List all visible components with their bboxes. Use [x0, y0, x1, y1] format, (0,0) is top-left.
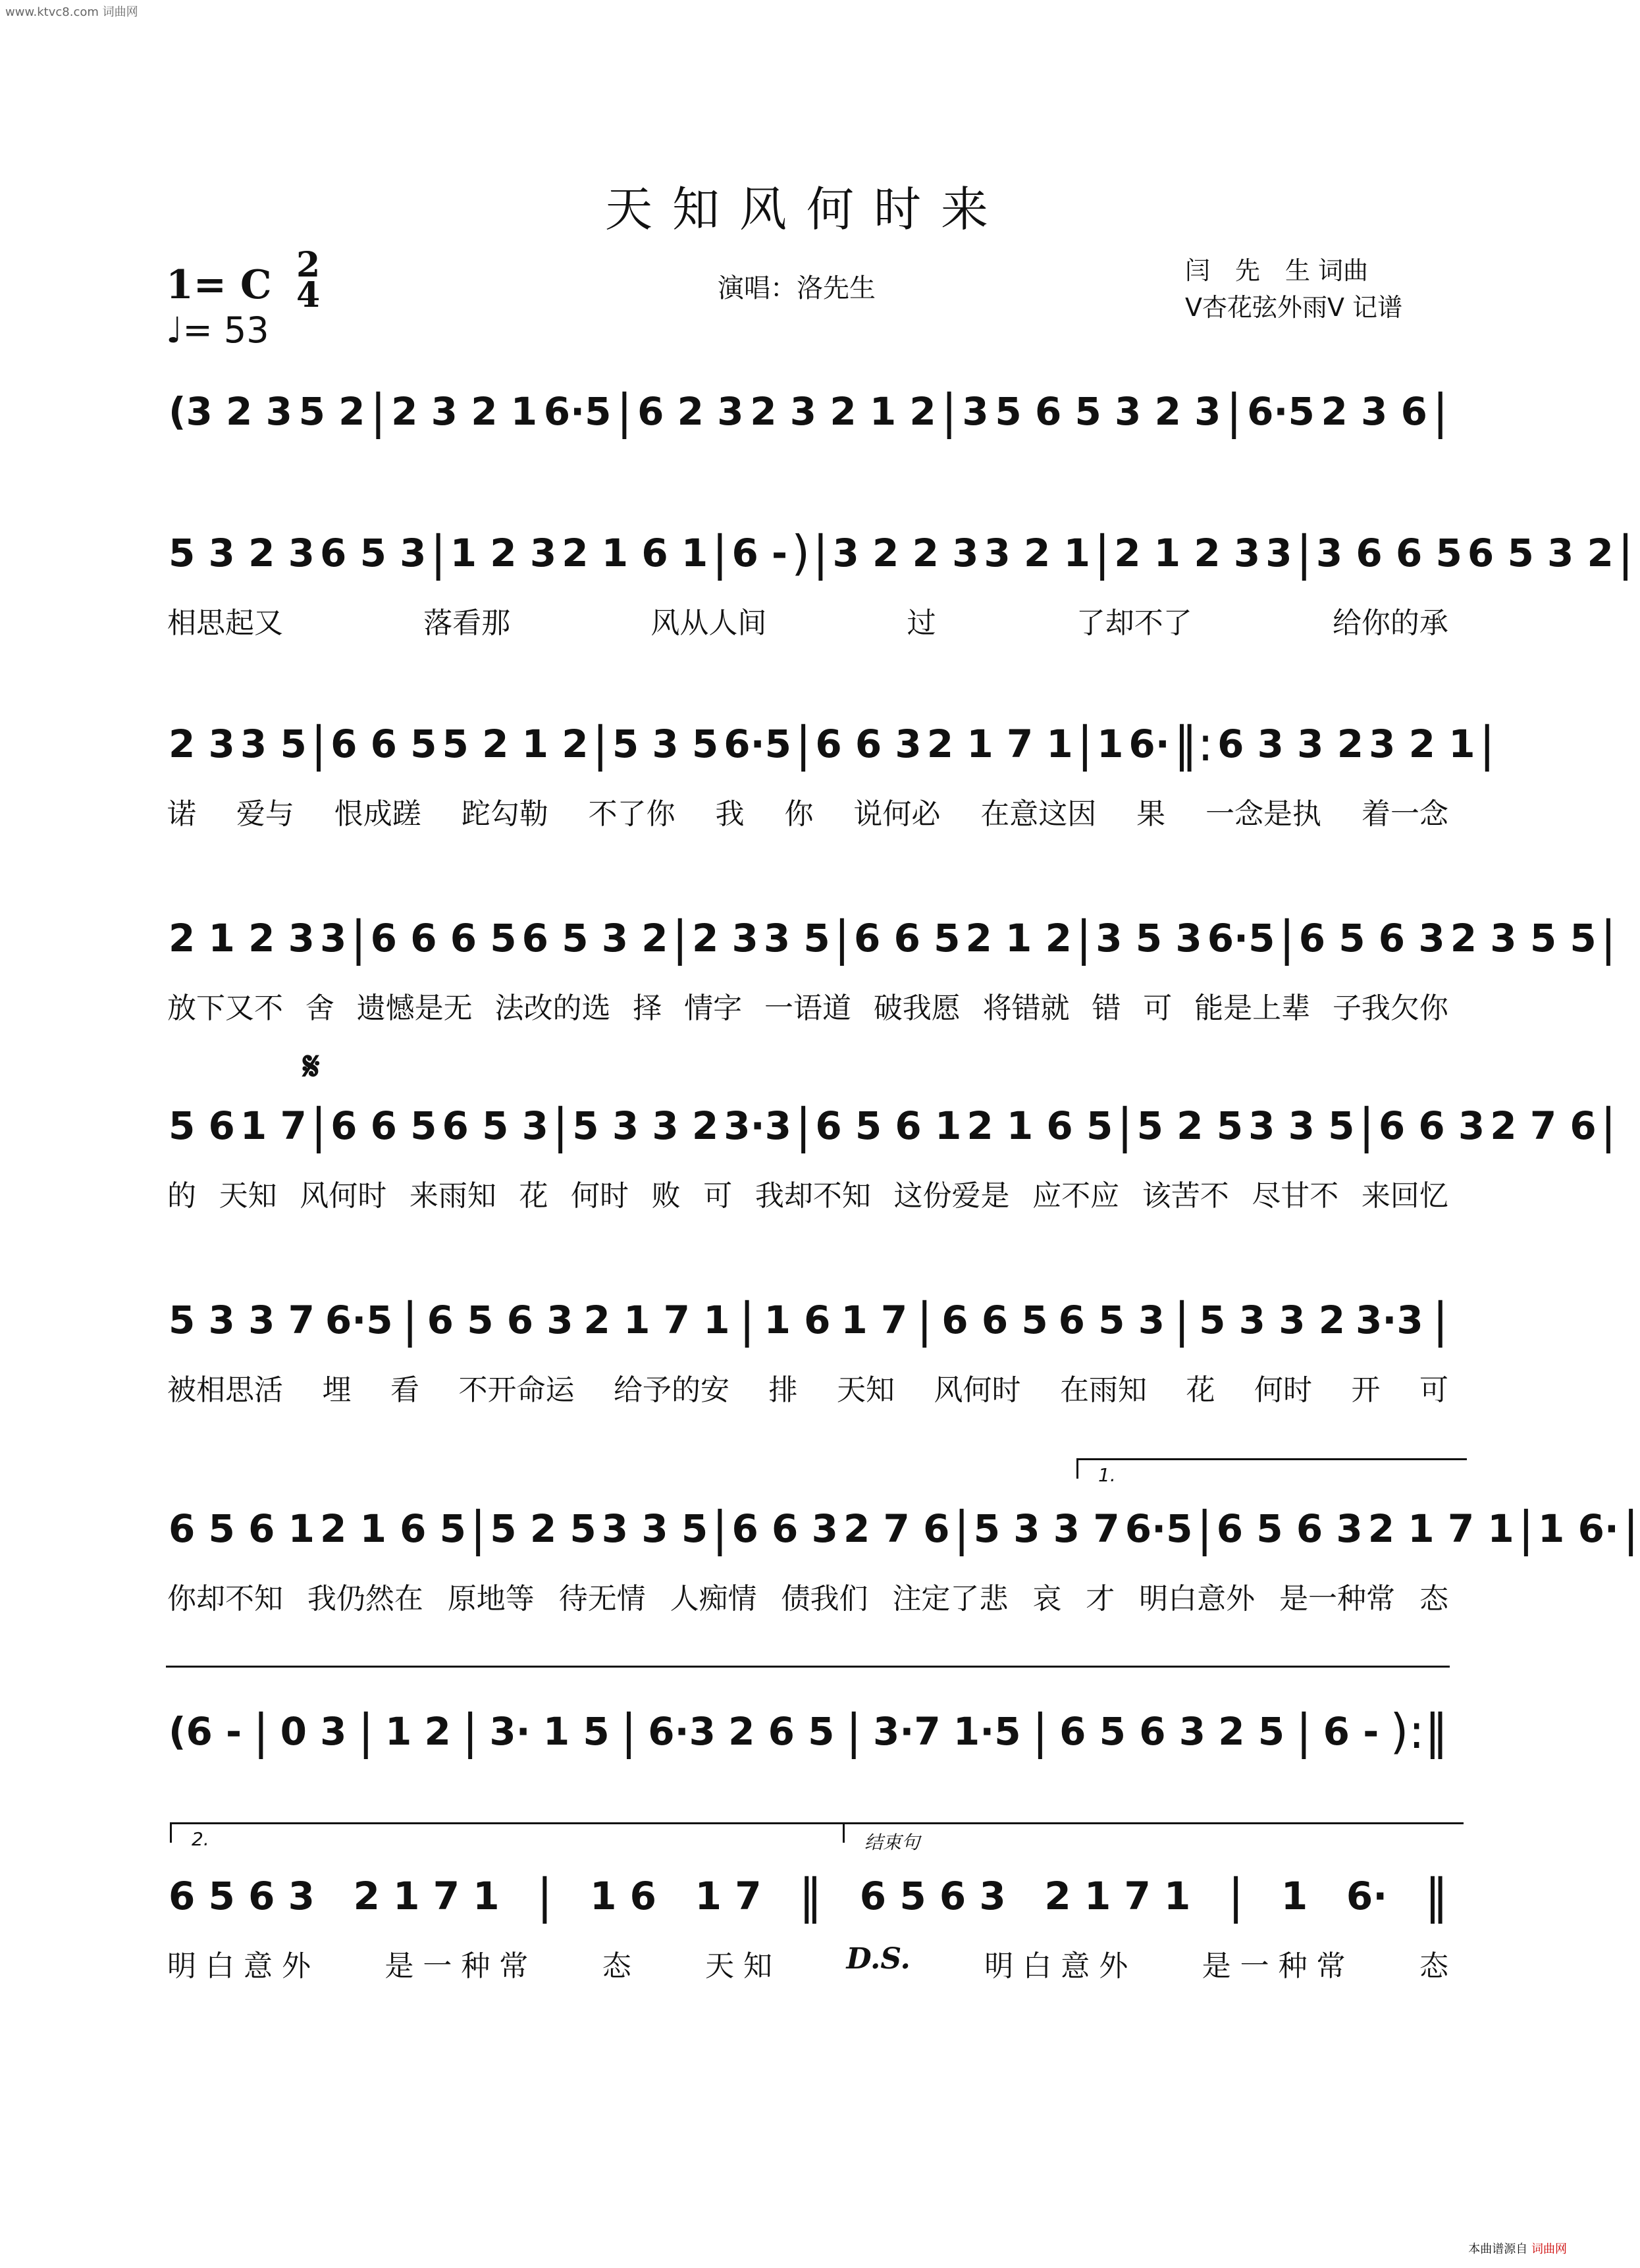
note-group: 5 2 5	[490, 1506, 596, 1551]
note-group: 6 6 5	[941, 1298, 1048, 1342]
barline: |	[795, 1098, 812, 1153]
note-group: (6 -	[169, 1709, 242, 1754]
barline: |	[470, 1501, 487, 1556]
lyric-word: 注定了悲	[892, 1582, 1009, 1616]
lyric-word: 诺	[167, 797, 196, 831]
barline: |	[430, 525, 446, 581]
barline: ‖	[1424, 1868, 1448, 1924]
song-title: 天知风何时来	[604, 182, 1008, 237]
note-group: 5 3 5	[612, 722, 719, 766]
note-group: 2 1 6 1	[562, 531, 708, 575]
barline: |	[941, 384, 957, 439]
lyric-word: 才	[1086, 1582, 1115, 1616]
barline: |	[1117, 1098, 1133, 1153]
lyric-word: 排	[768, 1373, 798, 1407]
barline: |	[1196, 1501, 1213, 1556]
time-signature	[296, 245, 321, 315]
dal-segno-mark: D.S.	[846, 1942, 911, 1976]
lyric-word: 是 一 种 常	[1202, 1949, 1346, 1983]
barline: |	[350, 910, 367, 966]
note-group: 6·	[1128, 722, 1170, 766]
lyric-word: 子我欠你	[1332, 991, 1448, 1025]
time-signature-top: 2	[296, 245, 321, 285]
barline: |	[1622, 1501, 1639, 1556]
lyric-word: 说何必	[853, 797, 941, 831]
note-group: 6·5	[325, 1298, 393, 1342]
lyrics-line	[166, 1942, 1450, 1984]
lyrics-line	[166, 1366, 1450, 1408]
barline: |	[916, 1292, 933, 1348]
lyric-word: 被相思活	[167, 1373, 283, 1407]
note-group: 1 6·	[1538, 1506, 1619, 1551]
lyric-word: 该苦不	[1142, 1179, 1229, 1213]
note-group: 2 1 7 1	[353, 1874, 500, 1918]
barline: |	[310, 1098, 327, 1153]
lyric-word: 可	[1419, 1373, 1448, 1407]
barline: |	[462, 1704, 479, 1759]
note-group: 6 5 3 2	[521, 916, 668, 961]
note-group: 5 3 3 2	[1199, 1298, 1346, 1342]
lyrics-line	[166, 599, 1450, 641]
coda-ending-bracket: 结束句	[843, 1822, 1464, 1843]
tempo-marking: ♩= 53	[166, 309, 269, 351]
note-group: 1 6	[590, 1874, 657, 1918]
lyric-word: 可	[1143, 991, 1173, 1025]
lyric-word: 遗憾是无	[356, 991, 473, 1025]
note-group: 6 -	[731, 531, 788, 575]
lyric-word: 能是上辈	[1194, 991, 1311, 1025]
time-signature-bottom: 4	[296, 275, 321, 315]
note-group: 3	[320, 916, 347, 961]
note-group: 6 5 6 3	[859, 1874, 1006, 1918]
lyric-word: 债我们	[781, 1582, 868, 1616]
note-group: 2 3 5 5	[1450, 916, 1597, 961]
note-group: 6 5 3	[442, 1103, 549, 1148]
lyricist-composer-credit: 闫 先 生 词曲	[1185, 256, 1369, 285]
note-group: 6 5 6 1	[169, 1506, 315, 1551]
lyric-word: 何时	[1254, 1373, 1312, 1407]
note-group: 1 5	[542, 1709, 610, 1754]
note-group: 6 5 6 3	[427, 1298, 573, 1342]
note-group: 2 1 7 1	[583, 1298, 730, 1342]
lyric-word: 天 知	[705, 1949, 773, 1983]
barline: |	[1296, 1704, 1312, 1759]
note-group: 1	[1097, 722, 1124, 766]
lyric-word: 尽甘不	[1252, 1179, 1339, 1213]
lyric-word: 何时	[571, 1179, 629, 1213]
note-group: 2 3 2 1	[391, 389, 538, 434]
lyric-word: 舍	[305, 991, 334, 1025]
barline: |	[1617, 525, 1634, 581]
barline: |	[712, 1501, 728, 1556]
note-group: 1 7	[695, 1874, 762, 1918]
note-group: 3 3 5	[601, 1506, 708, 1551]
note-group: 5 2	[298, 389, 365, 434]
note-group: 2 1 2	[965, 916, 1072, 961]
lyric-word: 的	[167, 1179, 196, 1213]
barline: |	[953, 1501, 970, 1556]
lyric-word: 是一种常	[1279, 1582, 1396, 1616]
lyric-word: 明白意外	[1139, 1582, 1256, 1616]
barline: |	[357, 1704, 374, 1759]
note-group: 6 6 5	[854, 916, 961, 961]
barline: )	[791, 525, 810, 581]
barline: |	[1479, 716, 1495, 772]
note-group: 2 1 7 1	[1044, 1874, 1191, 1918]
lyric-word: 跎勾勒	[461, 797, 548, 831]
barline: |	[833, 910, 851, 966]
lyric-word: 给你的承	[1332, 606, 1448, 640]
lyric-word: 将错就	[982, 991, 1070, 1025]
notes-line	[166, 910, 1616, 966]
barline: |	[552, 1098, 569, 1153]
barline: |	[310, 716, 327, 772]
note-group: 3·3	[724, 1103, 792, 1148]
barline: |	[616, 384, 633, 439]
barline: |	[1032, 1704, 1049, 1759]
barline: |	[1432, 384, 1448, 439]
lyric-word: 了却不了	[1076, 606, 1192, 640]
barline: |	[845, 1704, 862, 1759]
note-group: 2 1 2 3	[169, 916, 315, 961]
lyric-word: 一念是执	[1205, 797, 1322, 831]
lyric-word: 给予的安	[614, 1373, 729, 1407]
lyric-word: 我却不知	[754, 1179, 871, 1213]
lyric-word: 着一念	[1361, 797, 1448, 831]
lyric-word: 应不应	[1032, 1179, 1120, 1213]
note-group: 3	[962, 389, 989, 434]
note-group: 6 6 3	[731, 1506, 838, 1551]
lyric-word: 择	[633, 991, 662, 1025]
note-group: 5 3 3 2	[572, 1103, 719, 1148]
lyric-word: 人痴情	[670, 1582, 757, 1616]
note-group: 1·5	[953, 1709, 1021, 1754]
lyric-word: 相思起又	[167, 606, 283, 640]
note-group: 1	[385, 1709, 412, 1754]
lyric-word: 天知	[219, 1179, 277, 1213]
note-group: 2	[424, 1709, 451, 1754]
note-group: 6 6 5	[331, 722, 437, 766]
notes-line	[166, 1294, 1450, 1346]
lyrics-line	[166, 1172, 1450, 1214]
lyric-word: 不了你	[588, 797, 675, 831]
note-group: 6 5 3 2	[1467, 531, 1614, 575]
note-group: 2 3	[169, 722, 235, 766]
note-group: 6·3	[648, 1709, 716, 1754]
note-group: 6·5	[724, 722, 792, 766]
barline: |	[1094, 525, 1111, 581]
note-group: 6 5 6 3	[169, 1874, 315, 1918]
barline: |	[672, 910, 688, 966]
notes-line	[166, 385, 1450, 438]
note-group: 1 6	[764, 1298, 831, 1342]
segno-sign: 𝄋	[303, 1043, 320, 1090]
barline: |	[1228, 1868, 1244, 1924]
note-group: 2 7 6	[843, 1506, 950, 1551]
note-group: 6·5	[1124, 1506, 1193, 1551]
notes-line	[166, 1501, 1639, 1556]
barline: |	[1600, 1098, 1617, 1153]
key-signature: 1= C	[166, 262, 272, 308]
lyric-word: 一语道	[764, 991, 851, 1025]
note-group: 2 1 6 5	[320, 1506, 467, 1551]
note-group: 6 5 6 3	[1059, 1709, 1206, 1754]
lyric-word: 恨成蹉	[334, 797, 421, 831]
barline: |	[1076, 716, 1094, 772]
lyric-word: 是 一 种 常	[384, 1949, 529, 1983]
barline: |	[812, 525, 829, 581]
notes-line	[166, 1098, 1617, 1153]
note-group: 6·5	[1247, 389, 1315, 434]
lyric-word: 待无情	[558, 1582, 646, 1616]
barline: |	[402, 1292, 418, 1348]
lyric-word: 天知	[837, 1373, 895, 1407]
site-watermark: www.ktvc8.com 词曲网	[5, 5, 138, 19]
note-group: 5 6	[169, 1103, 235, 1148]
footer-source	[1468, 2240, 1567, 2257]
note-group: 3 3 5	[1248, 1103, 1355, 1148]
notes-line	[166, 525, 1634, 581]
lyric-word: 态	[1419, 1582, 1448, 1616]
barline: |	[253, 1704, 269, 1759]
note-group: 6 5 6 3	[1216, 1506, 1363, 1551]
lyric-word: 我	[715, 797, 745, 831]
lyric-word: 风何时	[934, 1373, 1021, 1407]
lyric-word: 开	[1351, 1373, 1381, 1407]
repeat-section-line	[166, 1666, 1450, 1668]
barline: ‖	[799, 1868, 823, 1924]
note-group: 1	[1281, 1874, 1308, 1918]
lyric-word: 态	[602, 1949, 631, 1983]
lyric-word: 花	[1186, 1373, 1215, 1407]
lyric-word: 法改的选	[494, 991, 611, 1025]
lyric-word: 你	[784, 797, 814, 831]
note-group: 5 6 5 3 2 3	[995, 389, 1221, 434]
note-group: 3 2 1	[984, 531, 1090, 575]
footer-brand: 词曲网	[1531, 2242, 1567, 2256]
note-group: 2 1 7 1	[1367, 1506, 1514, 1551]
first-ending-bracket: 1.	[1076, 1458, 1467, 1479]
barline: |	[712, 525, 728, 581]
note-group: 6 -	[1323, 1709, 1379, 1754]
barline: ‖:	[1173, 716, 1214, 772]
note-group: 2 1 2 3	[1114, 531, 1261, 575]
lyric-word: 风从人间	[650, 606, 767, 640]
note-group: 6 6 5	[331, 1103, 437, 1148]
lyric-word: 破我愿	[873, 991, 961, 1025]
note-group: 2 3 6	[1321, 389, 1427, 434]
barline: |	[620, 1704, 637, 1759]
note-group: 3·7	[873, 1709, 941, 1754]
barline: |	[1358, 1098, 1375, 1153]
barline: |	[1600, 910, 1616, 966]
note-group: 3 5	[240, 722, 307, 766]
lyric-word: 我仍然在	[307, 1582, 423, 1616]
notes-line	[166, 1870, 1450, 1922]
note-group: 2 1 7 1	[926, 722, 1073, 766]
lyric-word: 原地等	[447, 1582, 535, 1616]
lyric-word: 错	[1092, 991, 1121, 1025]
note-group: 2 5	[1218, 1709, 1285, 1754]
lyric-word: 在雨知	[1060, 1373, 1147, 1407]
note-group: 6 6 3	[815, 722, 922, 766]
lyrics-line	[166, 984, 1450, 1026]
note-group: 6 5 6 3	[1298, 916, 1445, 961]
note-group: 3 2 1	[1369, 722, 1475, 766]
note-group: 6·	[1346, 1874, 1388, 1918]
footer-text: 本曲谱源自	[1468, 2242, 1528, 2256]
lyric-word: 这份爱是	[893, 1179, 1010, 1213]
note-group: 3 5	[763, 916, 830, 961]
note-group: 2 6 5	[728, 1709, 835, 1754]
lyric-word: 过	[907, 606, 936, 640]
note-group: 3 5 3	[1096, 916, 1202, 961]
lyric-word: 来回忆	[1361, 1179, 1448, 1213]
lyrics-line	[166, 1575, 1450, 1617]
barline: |	[1432, 1292, 1448, 1348]
barline: |	[1173, 1292, 1190, 1348]
note-group: 5 2 5	[1136, 1103, 1244, 1148]
second-ending-bracket: 2.	[170, 1822, 857, 1843]
lyric-word: 情字	[684, 991, 743, 1025]
lyric-word: 果	[1136, 797, 1166, 831]
lyric-word: 败	[651, 1179, 681, 1213]
note-group: 3·	[489, 1709, 531, 1754]
notes-line	[166, 716, 1495, 772]
note-group: 2 1 6 5	[966, 1103, 1113, 1148]
lyric-word: 态	[1419, 1949, 1448, 1983]
note-group: 6 6 6 5	[370, 916, 517, 961]
note-group: (3 2 3	[169, 389, 292, 434]
lyric-word: 可	[703, 1179, 733, 1213]
barline: |	[795, 716, 812, 772]
lyric-word: 明 白 意 外	[984, 1949, 1128, 1983]
note-group: 6 5 3	[1058, 1298, 1165, 1342]
note-group: 0 3	[280, 1709, 347, 1754]
note-group: 3	[1265, 531, 1292, 575]
barline: ):‖	[1390, 1704, 1448, 1759]
note-group: 6 2 3	[637, 389, 744, 434]
lyric-word: 落看那	[423, 606, 511, 640]
note-group: 6 5 3	[320, 531, 427, 575]
note-group: 3 2 2 3	[832, 531, 979, 575]
lyric-word: 在意这因	[980, 797, 1097, 831]
lyric-word: 爱与	[236, 797, 294, 831]
note-group: 6·5	[1207, 916, 1275, 961]
note-group: 6 3 3 2	[1217, 722, 1364, 766]
barline: |	[537, 1868, 553, 1924]
note-group: 1 2 3	[450, 531, 557, 575]
lyric-word: 埋	[322, 1373, 352, 1407]
note-group: 1 7	[240, 1103, 307, 1148]
barline: |	[739, 1292, 755, 1348]
note-group: 6 5 6 1	[815, 1103, 962, 1148]
note-group: 6·5	[543, 389, 612, 434]
lyric-word: 花	[519, 1179, 548, 1213]
lyrics-line	[166, 790, 1450, 832]
barline: |	[1518, 1501, 1535, 1556]
note-group: 3·3	[1356, 1298, 1423, 1342]
barline: |	[1226, 384, 1242, 439]
singer-credit: 演唱：洛先生	[718, 273, 876, 303]
lyric-word: 看	[390, 1373, 419, 1407]
notes-line	[166, 1705, 1450, 1758]
note-group: 6 6 3	[1378, 1103, 1485, 1148]
note-group: 5 2 1 2	[442, 722, 589, 766]
barline: |	[1279, 910, 1295, 966]
note-group: 5 3 3 7	[169, 1298, 315, 1342]
lyric-word: 风何时	[300, 1179, 387, 1213]
barline: |	[1075, 910, 1092, 966]
barline: |	[1296, 525, 1312, 581]
lyric-word: 哀	[1032, 1582, 1062, 1616]
lyric-word: 你却不知	[167, 1582, 283, 1616]
lyric-word: 明 白 意 外	[167, 1949, 311, 1983]
transcriber-credit: V杏花弦外雨V 记谱	[1185, 293, 1403, 322]
note-group: 3 6 6 5	[1315, 531, 1462, 575]
note-group: 1 7	[841, 1298, 908, 1342]
lyric-word: 来雨知	[409, 1179, 496, 1213]
lyric-word: 放下又不	[167, 991, 283, 1025]
barline: |	[370, 384, 386, 439]
note-group: 2 7 6	[1490, 1103, 1597, 1148]
barline: |	[592, 716, 608, 772]
lyric-word: 不开命运	[458, 1373, 575, 1407]
note-group: 2 3	[691, 916, 758, 961]
note-group: 5 3 2 3	[169, 531, 315, 575]
note-group: 5 3 3 7	[973, 1506, 1120, 1551]
note-group: 2 3 2 1 2	[750, 389, 936, 434]
